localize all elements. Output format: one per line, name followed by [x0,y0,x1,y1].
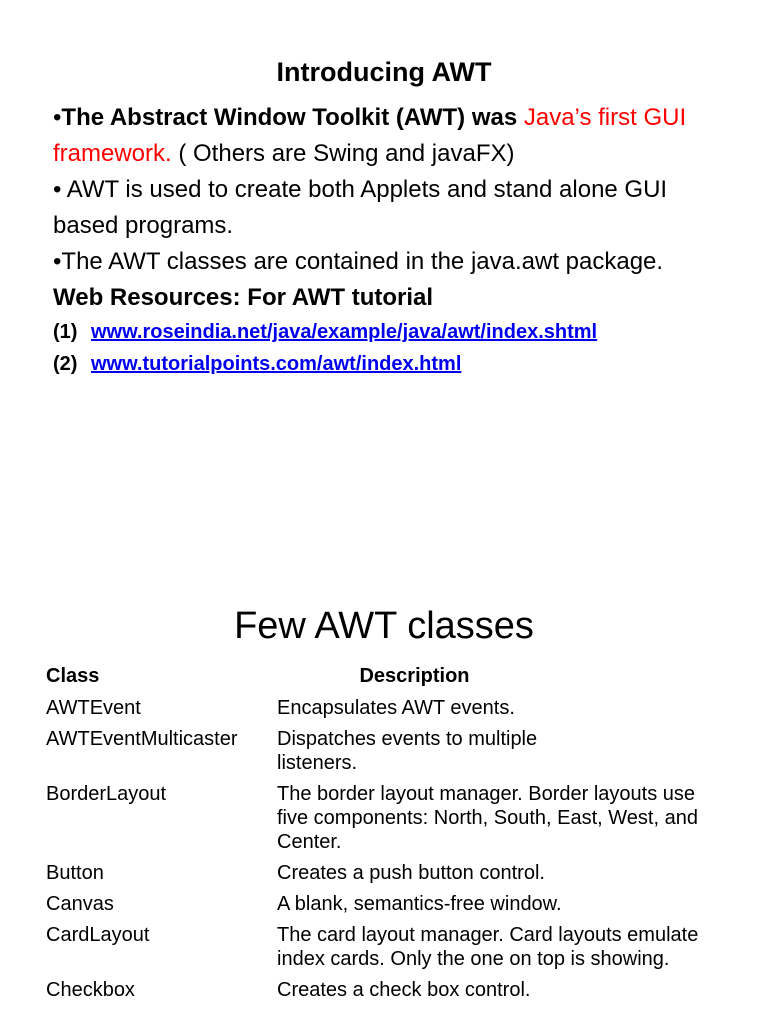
bold-text: The Abstract Window Toolkit (AWT) was [61,104,524,131]
bullet-paragraph-2: • AWT is used to create both Applets and stand alone GUI based programs. [53,176,668,239]
class-description: The card layout manager. Card layouts emulate index cards. Only the one on top is showing. [277,924,699,970]
class-description: Encapsulates AWT events. [277,697,515,719]
resource-link[interactable]: www.roseindia.net/java/example/java/awt/index.shtml [91,321,598,343]
class-column-header: Class [46,665,100,687]
table-row [46,861,746,885]
paragraph-text: ( Others are Swing and javaFX) [171,140,515,167]
classes-table [46,664,746,1009]
resource-link-row [53,348,703,380]
table-row [46,727,746,775]
class-description: Creates a push button control. [277,862,545,884]
class-name: Canvas [46,893,114,915]
table-row [46,892,746,916]
bullet-paragraph-1 [53,100,703,172]
class-description: Dispatches events to multiple listeners. [277,728,538,774]
class-name: Checkbox [46,979,135,1001]
resource-link[interactable]: www.tutorialpoints.com/awt/index.html [91,353,462,375]
class-name: BorderLayout [46,783,167,805]
class-description: Creates a check box control. [277,979,531,1001]
table-row [46,782,746,854]
slide-title: Few AWT classes [234,605,534,647]
class-name: AWTEventMulticaster [46,728,238,750]
slide-few-awt-classes [0,512,768,1024]
class-name: AWTEvent [46,697,141,719]
slide-title: Introducing AWT [276,57,492,87]
class-name: Button [46,862,104,884]
web-resources-heading: Web Resources: For AWT tutorial [53,284,434,311]
class-description: The border layout manager. Border layouts use five components: North, South, East, West, and Center. [277,783,698,853]
highlight-text: Java’s first GUI framework. [53,104,687,167]
description-column-header: Description [359,665,470,687]
link-number: (1) [53,321,78,343]
class-name: CardLayout [46,924,150,946]
table-row [46,978,746,1002]
bullet-paragraph-3: •The AWT classes are contained in the java.awt package. [53,248,664,275]
slide-body [53,100,703,380]
link-number: (2) [53,353,78,375]
resource-link-row [53,316,703,348]
class-description: A blank, semantics-free window. [277,893,562,915]
bullet: • [53,104,62,131]
table-row [46,696,746,720]
table-header [46,664,746,688]
table-row [46,923,746,971]
